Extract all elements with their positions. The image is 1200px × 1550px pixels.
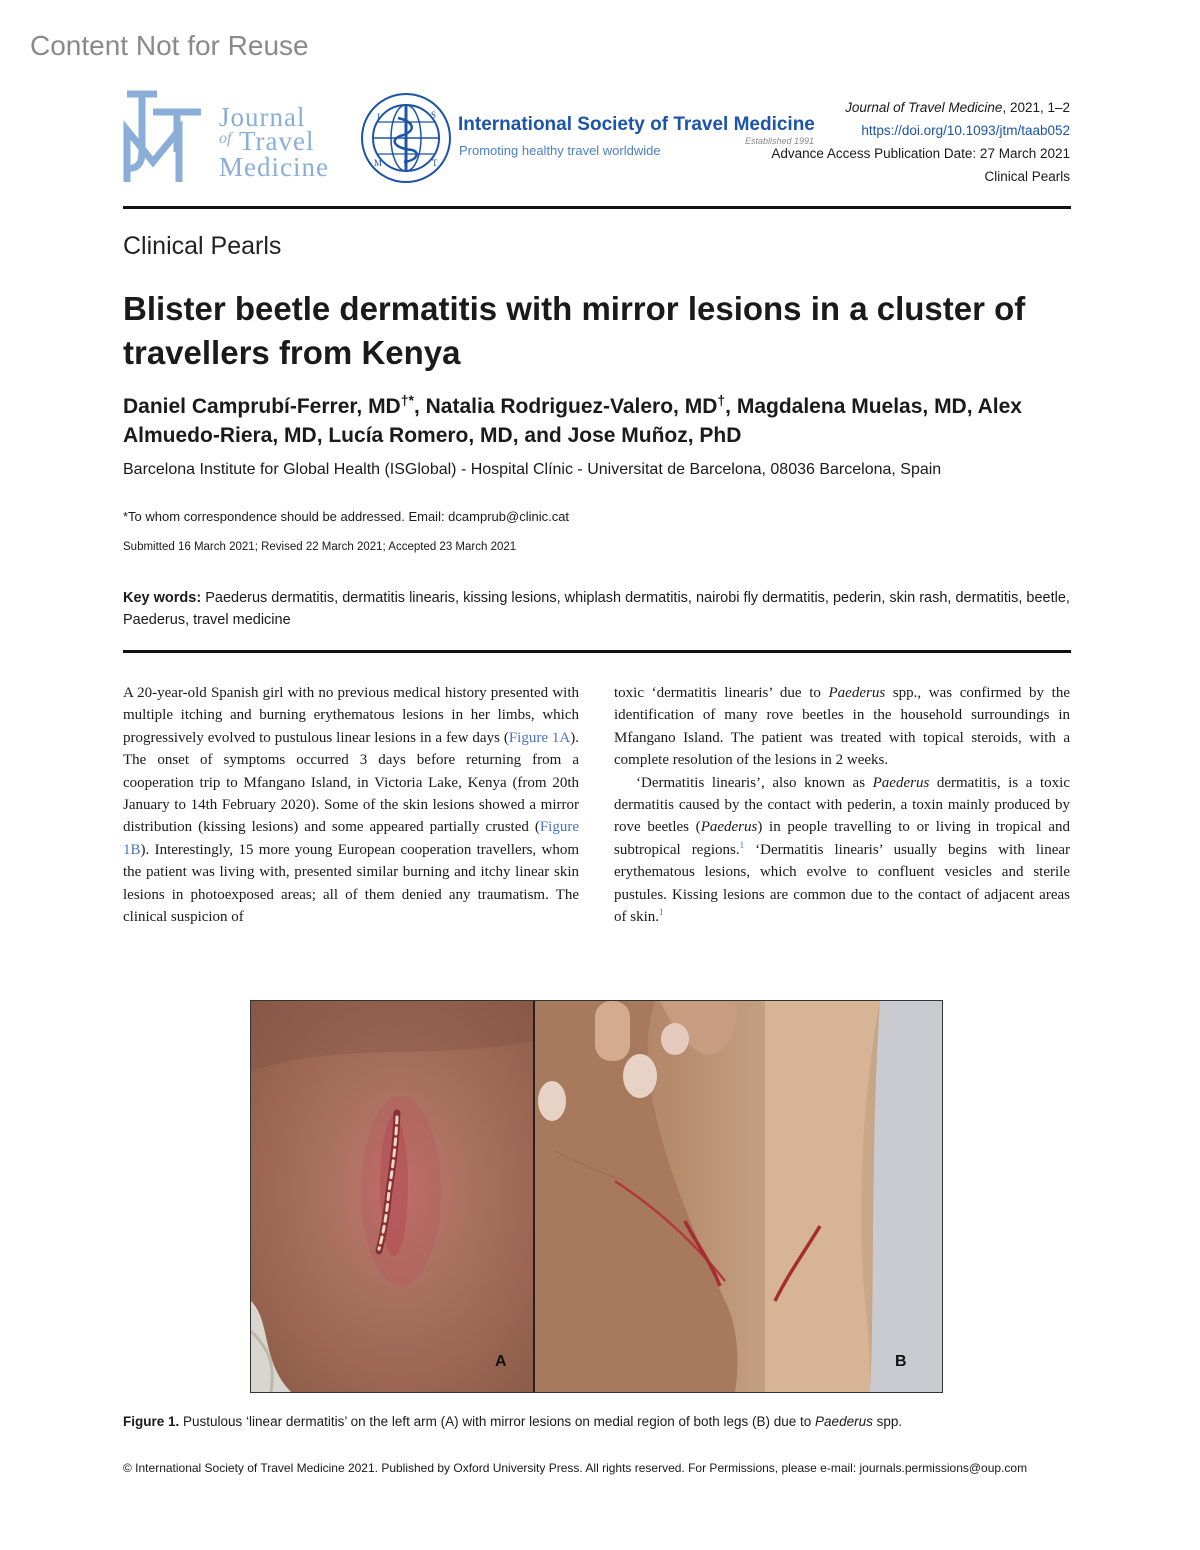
seal-letter-t: T (432, 158, 438, 168)
body-text-run: ). The onset of symptoms occurred 3 days before returning from a cooperation trip to Mfangano Island, in Victoria Lake, Kenya (from 20th January to 14th February 2020). Some of the skin lesions showed a mirror distribution (kissing lesions) and some appeared partially crusted ( (123, 729, 579, 836)
body-text-run: toxic ‘dermatitis linearis’ due to (614, 685, 829, 701)
author-name: Magdalena Muelas, MD (736, 395, 967, 418)
author-separator: , (316, 424, 329, 447)
body-text-run: A 20-year-old Spanish girl with no previous medical history presented with multiple itching and burning erythematous lesions in her limbs, which progressively evolved to pustulous linear lesions in a few days ( (123, 685, 579, 746)
article-title: Blister beetle dermatitis with mirror lesions in a cluster of travellers from Kenya (123, 290, 1026, 371)
society-tagline: Promoting healthy travel worldwide (459, 143, 661, 158)
figure-caption-text: Pustulous ‘linear dermatitis’ on the left arm (A) with mirror lesions on medial region of both legs (B) due to (179, 1414, 816, 1429)
advance-access-date: Advance Access Publication Date: 27 March 2021 (771, 146, 1070, 161)
author-name: Alex Almuedo-Riera, MD (123, 395, 1022, 447)
figure-caption (123, 1414, 902, 1429)
figure-panel-a-arm-photo (251, 1001, 533, 1392)
abstract-rule (123, 650, 1071, 653)
legs-lesion-illustration (535, 1001, 942, 1392)
author-separator: , (413, 395, 426, 418)
author-affiliation-mark: † (717, 392, 726, 408)
body-text-run: ) in people travelling to or living in tropical and subtropical regions. (614, 819, 1070, 858)
body-column-right (614, 682, 1070, 928)
body-paragraph (614, 682, 1070, 772)
body-text-run: ). Interestingly, 15 more young European cooperation travellers, whom the patient was living with, presented similar burning and itchy linear skin lesions in photoexposed areas; all of them denied any traumatism. The clinical suspicion of (123, 841, 579, 926)
italic-term: Paederus (828, 685, 886, 701)
logo-word-travel: Travel (239, 126, 315, 156)
figure-caption-label: Figure 1. (123, 1414, 180, 1429)
jtm-monogram (123, 90, 213, 185)
figure-caption-genus: Paederus (815, 1414, 873, 1429)
author-list (123, 386, 1071, 450)
logo-word-medicine: Medicine (219, 152, 329, 182)
watermark: Content Not for Reuse (30, 30, 309, 61)
figure-reference-link[interactable]: Figure 1A (508, 729, 571, 746)
journal-name: Journal of Travel Medicine (845, 100, 1003, 115)
citation-reference-link[interactable]: 1 (739, 839, 745, 850)
italic-term: Paederus (872, 774, 930, 791)
figure-caption-end: spp. (872, 1414, 903, 1429)
panel-label-a: A (495, 1353, 507, 1370)
arm-lesion-illustration (251, 1001, 533, 1392)
seal-letter-i: I (377, 112, 380, 122)
figure-1 (250, 1000, 943, 1393)
keywords-text: Paederus dermatitis, dermatitis linearis, kissing lesions, whiplash dermatitis, nairobi fly dermatitis, pederin, skin rash, dermatitis, beetle, Paederus, travel medicine (123, 590, 1070, 628)
figure-panel-b-legs-photo (535, 1001, 942, 1392)
affiliation: Barcelona Institute for Global Health (ISGlobal) - Hospital Clínic - Universitat de Barcelona, 08036 Barcelona, Spain (123, 461, 942, 478)
author-name: Natalia Rodriguez-Valero, MD (425, 395, 718, 418)
body-text-run: spp., was confirmed by the identification of many rove beetles in the household surroundings in Mfangano Island. The patient was treated with topical steroids, with a complete resolution of the lesions in 2 weeks. (614, 685, 1070, 769)
copyright-notice: © International Society of Travel Medicine 2021. Published by Oxford University Press. All rights reserved. For Permissions, please e-mail: journals.permissions@oup.com (123, 1461, 1028, 1475)
citation-reference-link[interactable]: 1 (659, 907, 664, 918)
body-paragraph (614, 772, 1070, 929)
body-text-run: dermatitis, is a toxic dermatitis caused by the contact with pederin, a toxin mainly produced by rove beetles ( (614, 774, 1071, 836)
logo-word-journal: Journal (219, 102, 306, 132)
volume-pages: , 2021, 1–2 (1002, 100, 1070, 115)
citation-block (771, 96, 1070, 188)
keywords (123, 587, 1071, 631)
society-name: International Society of Travel Medicine (458, 114, 815, 135)
figure-reference-link[interactable]: Figure 1B (123, 819, 579, 858)
italic-term: Paederus (700, 819, 758, 836)
istm-seal-icon (360, 92, 452, 184)
body-paragraph (123, 682, 579, 928)
author-name: Lucía Romero, MD (328, 424, 513, 447)
body-column-left (123, 682, 579, 928)
author-affiliation-mark: †* (400, 392, 414, 408)
author-name: Jose Muñoz, PhD (567, 424, 742, 447)
journal-logo (123, 90, 333, 185)
section-label: Clinical Pearls (123, 232, 282, 260)
seal-letter-m: M (374, 158, 383, 168)
author-separator: , (725, 395, 737, 418)
body-text-run: ‘Dermatitis linearis’ usually begins with linear erythematous lesions, which evolve to confluent vesicles and sterile pustules. Kissing lesions are common due to the contact of adjacent areas of skin. (614, 841, 1071, 926)
logo-word-of: of (219, 130, 232, 147)
body-text-run: ‘Dermatitis linearis’, also known as (636, 774, 873, 791)
keywords-label: Key words: (123, 590, 202, 606)
society-established: Established 1991 (745, 136, 815, 146)
panel-label-b: B (895, 1353, 907, 1370)
seal-letter-s: S (431, 110, 437, 120)
author-separator: , (966, 395, 978, 418)
correspondence-note: *To whom correspondence should be addressed. Email: dcamprub@clinic.cat (123, 509, 570, 524)
submission-dates: Submitted 16 March 2021; Revised 22 March 2021; Accepted 23 March 2021 (123, 541, 517, 553)
header-section: Clinical Pearls (984, 169, 1070, 184)
header-rule (123, 206, 1071, 209)
author-separator: , and (512, 424, 568, 447)
doi-link[interactable]: https://doi.org/10.1093/jtm/taab052 (861, 123, 1070, 138)
author-name: Daniel Camprubí-Ferrer, MD (123, 395, 401, 418)
